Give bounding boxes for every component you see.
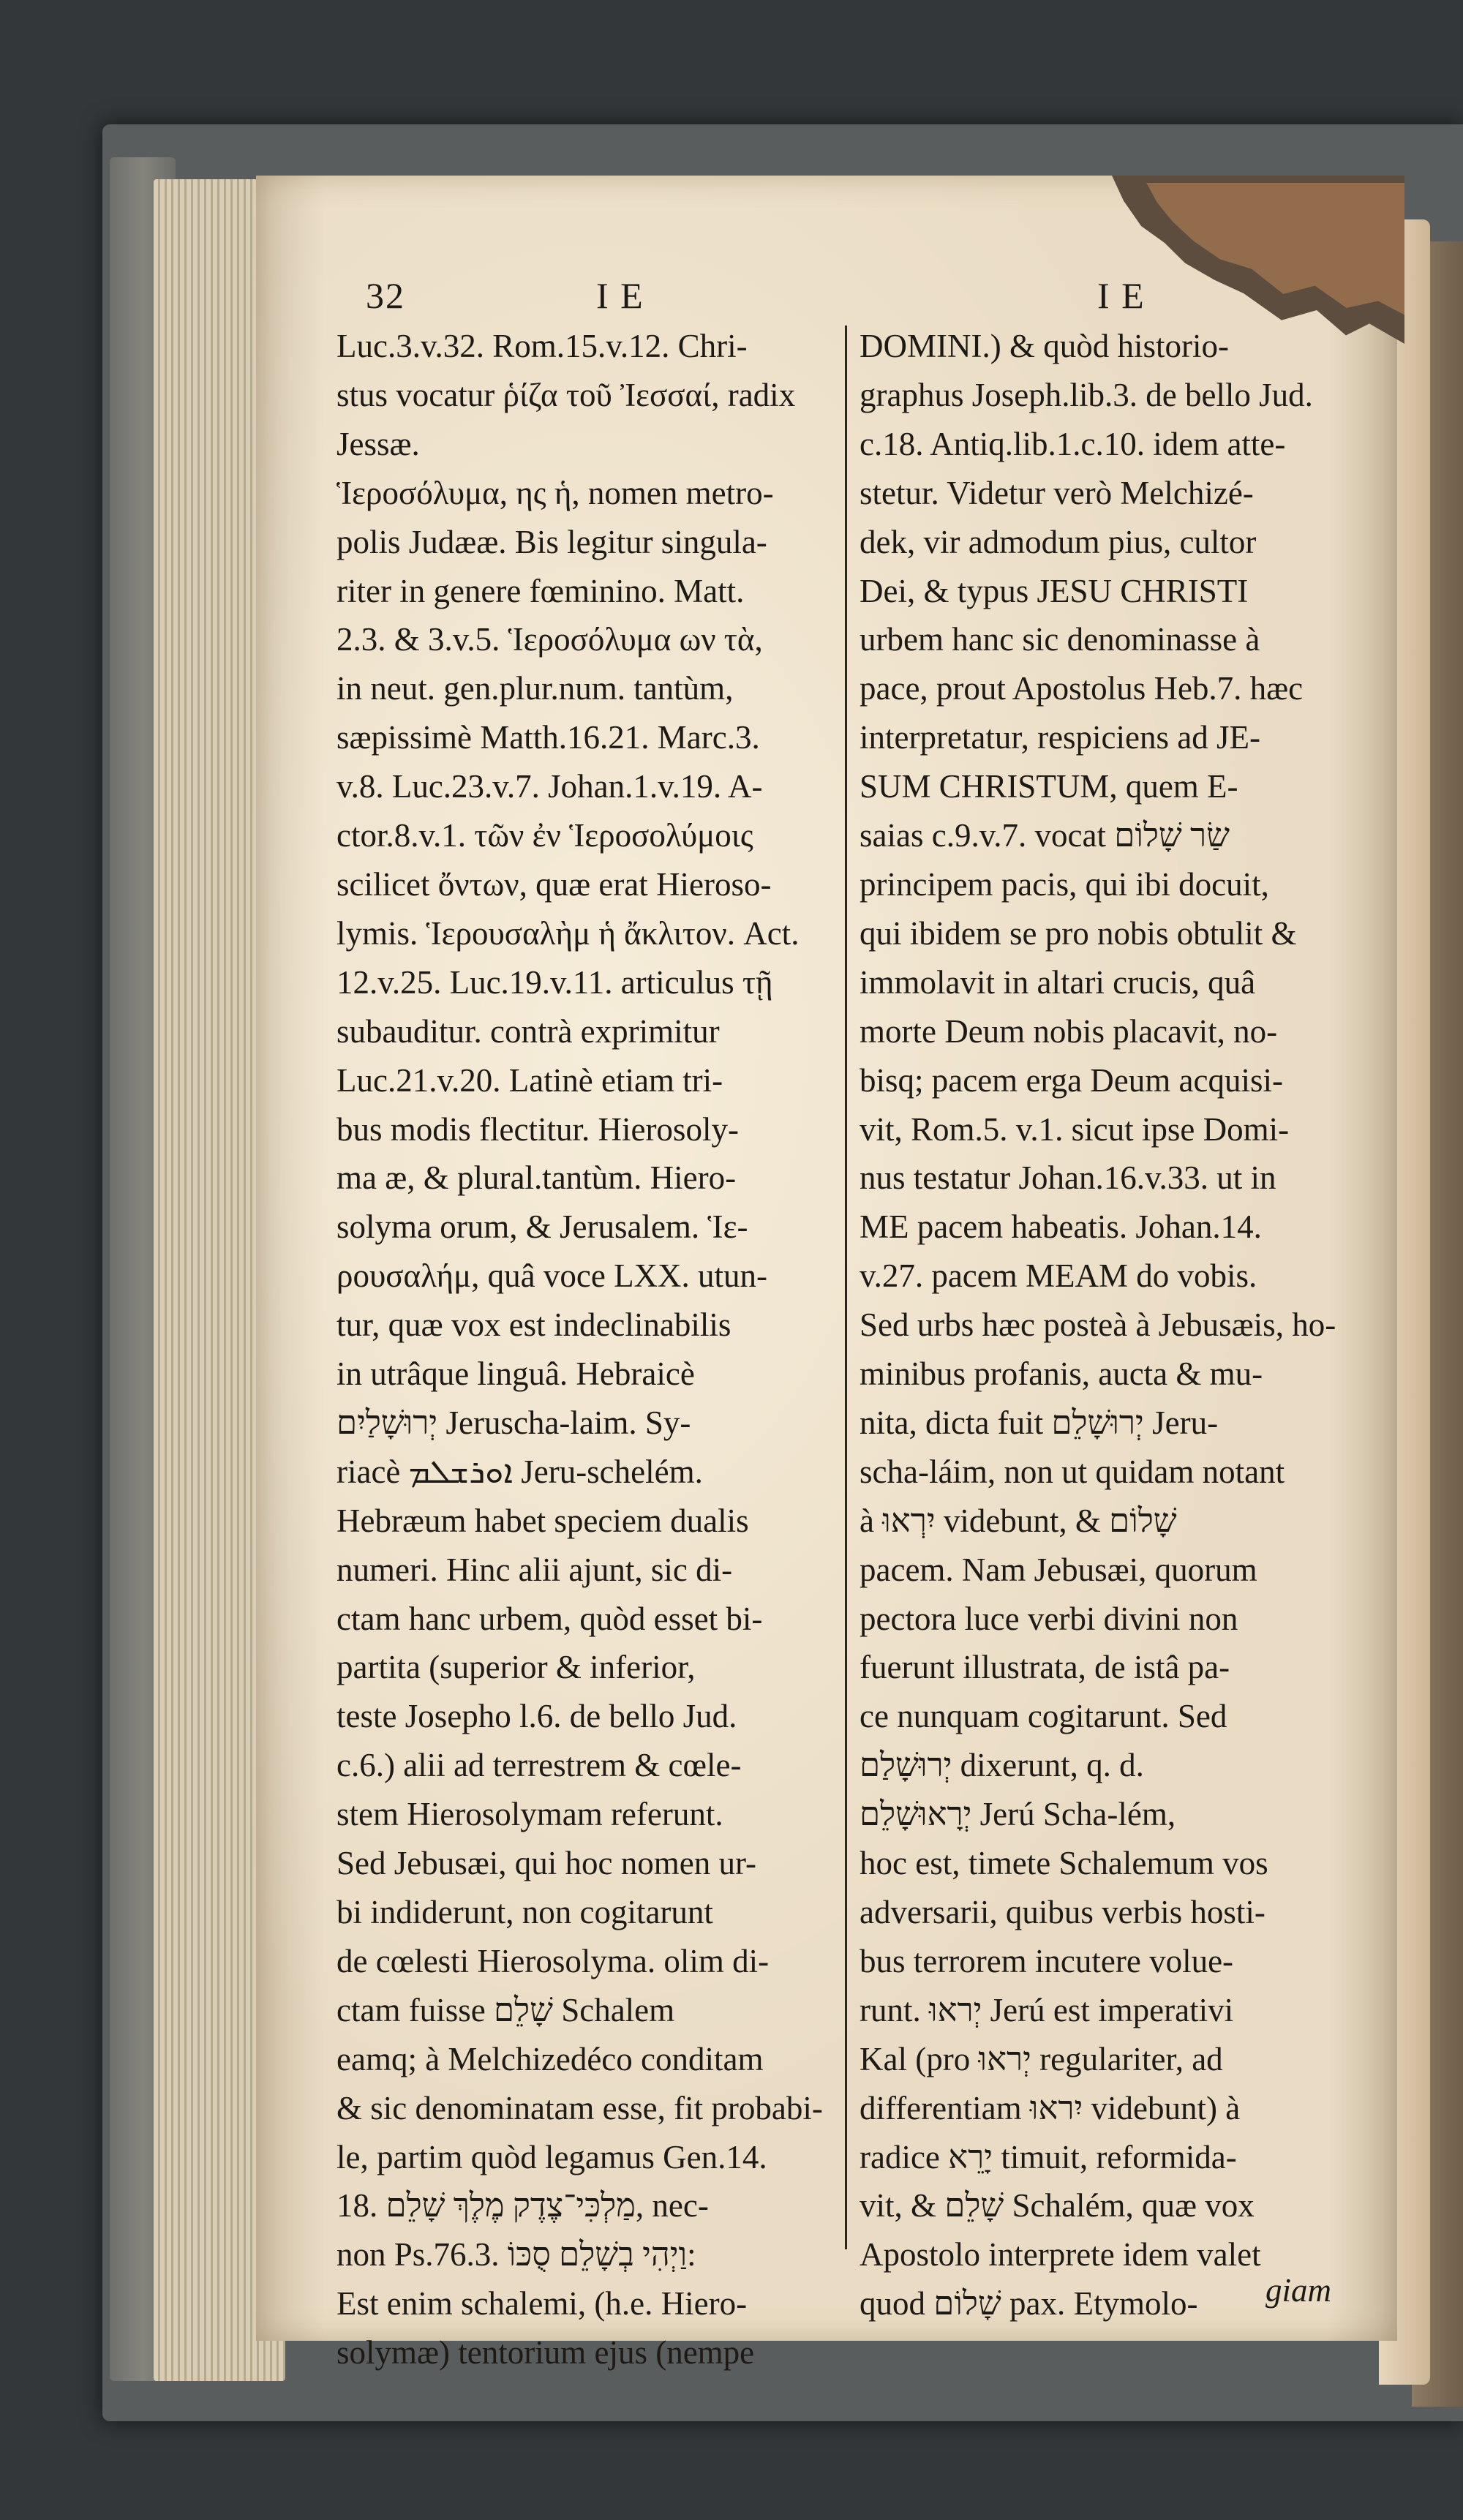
text-line: runt. יְראוּ Jerú est imperativi [860,1991,1234,2028]
column-rule [845,326,847,2249]
text-line: ctam fuisse שָׁלֵם Schalem [336,1991,675,2028]
text-line: fuerunt illustrata, de istâ pa- [860,1649,1230,1686]
text-line: Luc.21.v.20. Latinè etiam tri- [336,1061,723,1099]
text-line: de cœlesti Hierosolyma. olim di- [336,1942,770,1979]
text-line: יְרָאוּשָׁלֵם Jerú Scha-lém, [860,1796,1176,1833]
text-line: Est enim schalemi, (h.e. Hiero- [336,2285,748,2322]
text-line: scilicet ὄντων, quæ erat Hieroso- [336,865,772,903]
text-line: nus testatur Johan.16.v.33. ut in [860,1159,1276,1197]
text-line: c.18. Antiq.lib.1.c.10. idem atte- [860,425,1286,462]
text-line: pace, prout Apostolus Heb.7. hæc [860,670,1304,707]
text-line: qui ibidem se pro nobis obtulit & [860,914,1297,952]
text-line: 12.v.25. Luc.19.v.11. articulus τῇ [336,963,773,1001]
text-line: bus modis flectitur. Hierosoly- [336,1110,739,1148]
text-line: Sed Jebusæi, qui hoc nomen ur- [336,1845,757,1882]
text-line: ρουσαλήμ, quâ voce LXX. utun- [336,1257,768,1295]
text-line: saias c.9.v.7. vocat שַׂר שָׁלוֹם [860,817,1230,854]
text-line: solymæ) tentorium ejus (nempe [336,2334,755,2372]
text-line: differentiam יִראוּ videbunt) à [860,2089,1241,2126]
text-line: stetur. Videtur verò Melchizé- [860,474,1254,511]
text-line: bi indiderunt, non cogitarunt [336,1894,713,1930]
text-line: dek, vir admodum pius, cultor [860,523,1257,560]
text-line: minibus profanis, aucta & mu- [860,1355,1263,1393]
text-line: stem Hierosolymam referunt. [336,1796,723,1833]
text-line: polis Judææ. Bis legitur singula- [336,523,767,560]
text-line: scha-láim, non ut quidam notant [860,1453,1285,1490]
text-line: Hebræum habet speciem dualis [336,1502,749,1539]
text-line: ce nunquam cogitarunt. Sed [860,1698,1227,1735]
text-line: principem pacis, qui ibi docuit, [860,865,1269,903]
text-line: ma æ, & plural.tantùm. Hiero- [336,1159,737,1197]
text-line: partita (superior & inferior, [336,1649,696,1686]
text-line: le, partim quòd legamus Gen.14. [336,2138,767,2175]
text-line: יְרוּשָׁלַיִם Jeruscha-laim. Sy- [336,1404,691,1441]
text-line: Jessæ. [336,425,420,462]
text-line: pectora luce verbi divini non [860,1600,1238,1637]
text-line: c.6.) alii ad terrestrem & cœle- [336,1747,742,1784]
text-line: vit, & שָׁלֵם Schalém, quæ vox [860,2187,1255,2224]
text-line: hoc est, timete Schalemum vos [860,1845,1268,1882]
text-line: radice יָרֵא timuit, reformida- [860,2138,1237,2175]
text-line: urbem hanc sic denominasse à [860,621,1260,658]
text-line: solyma orum, & Jerusalem. Ἱε- [336,1208,748,1246]
right-column [860,322,1364,2328]
text-line: numeri. Hinc alii ajunt, sic di- [336,1551,733,1588]
text-line: & sic denominatam esse, fit probabi- [336,2089,823,2126]
text-line: morte Deum nobis placavit, no- [860,1012,1278,1050]
text-line: ctor.8.v.1. τῶν ἐν Ἱεροσολύμοις [336,817,753,854]
text-line: 18. מַלְכִּי־צֶדֶק מֶלֶךְ שָׁלֵם, nec- [336,2187,709,2224]
text-line: vit, Rom.5. v.1. sicut ipse Domi- [860,1110,1290,1148]
text-line: bisq; pacem erga Deum acquisi- [860,1061,1283,1099]
text-line: Luc.3.v.32. Rom.15.v.12. Chri- [336,328,748,364]
text-line: à יִרְאוּ videbunt, & שָׁלוֹם [860,1502,1177,1539]
text-line: stus vocatur ῥίζα τοῦ Ἰεσσαί, radix [336,376,796,413]
text-line: v.27. pacem MEAM do vobis. [860,1257,1257,1295]
running-head-right: I E [1097,275,1146,316]
left-column [336,322,841,2377]
text-line: lymis. Ἱερουσαλὴμ ἡ ἄκλιτον. Act. [336,914,800,952]
text-line: Dei, & typus JESU CHRISTI [860,572,1249,609]
text-line: Apostolo interprete idem valet [860,2236,1261,2273]
text-line: riter in genere fœminino. Matt. [336,572,745,609]
text-line: SUM CHRISTUM, quem E- [860,768,1238,805]
text-line: Sed urbs hæc posteà à Jebusæis, ho- [860,1306,1336,1344]
catchword: giam [1265,2272,1331,2309]
text-line: interpretatur, respiciens ad JE- [860,719,1260,756]
text-line: graphus Joseph.lib.3. de bello Jud. [860,376,1313,413]
text-line: 2.3. & 3.v.5. Ἱεροσόλυμα ων τὰ, [336,621,763,658]
text-line: Ἱεροσόλυμα, ης ἡ, nomen metro- [336,474,774,511]
text-line: Kal (pro יְראוּ regulariter, ad [860,2040,1223,2077]
text-line: v.8. Luc.23.v.7. Johan.1.v.19. A- [336,768,763,805]
text-line: ME pacem habeatis. Johan.14. [860,1208,1262,1246]
text-line: non Ps.76.3. וַיְהִי בְשָׁלֵם סֻכּוֹ: [336,2236,696,2273]
text-line: bus terrorem incutere volue- [860,1942,1234,1979]
text-line: riacè ܐܘܪܫܠܡ Jeru-schelém. [336,1453,703,1490]
text-line: tur, quæ vox est indeclinabilis [336,1306,732,1344]
text-line: sæpissimè Matth.16.21. Marc.3. [336,719,760,756]
text-line: יְרוּשָׁלַם dixerunt, q. d. [860,1747,1144,1784]
text-line: subauditur. contrà exprimitur [336,1012,720,1050]
text-line: pacem. Nam Jebusæi, quorum [860,1551,1257,1588]
text-line: in neut. gen.plur.num. tantùm, [336,670,734,707]
running-head-left: I E [596,275,644,316]
text-line: quod שָׁלוֹם pax. Etymolo- [860,2285,1198,2322]
text-line: in utrâque linguâ. Hebraicè [336,1355,695,1393]
text-line: adversarii, quibus verbis hosti- [860,1894,1265,1930]
text-line: nita, dicta fuit יְרוּשָׁלֵם Jeru- [860,1404,1219,1441]
page-number: 32 [366,275,405,316]
text-line: DOMINI.) & quòd historio- [860,328,1229,364]
text-line: eamq; à Melchizedéco conditam [336,2040,764,2077]
text-line: immolavit in altari crucis, quâ [860,963,1256,1001]
text-line: ctam hanc urbem, quòd esset bi- [336,1600,763,1637]
text-line: teste Josepho l.6. de bello Jud. [336,1698,737,1735]
